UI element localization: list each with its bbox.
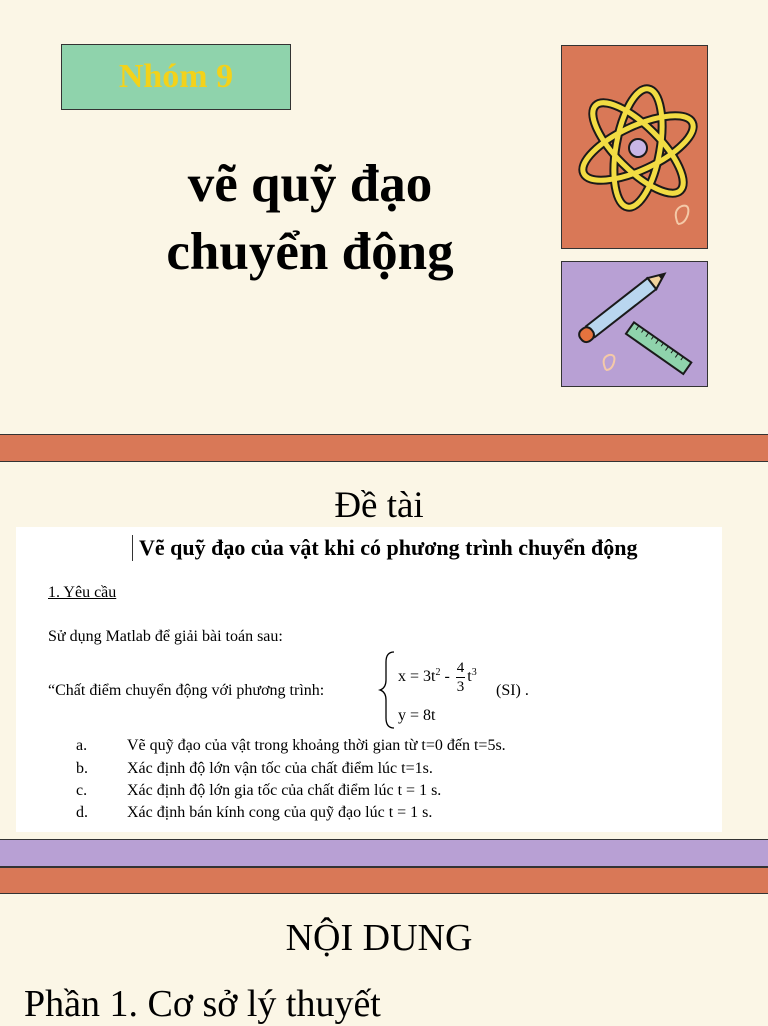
- atom-icon: [562, 46, 706, 247]
- equation-lead-text: “Chất điểm chuyển động với phương trình:: [48, 682, 325, 699]
- pencil-card: [561, 261, 708, 387]
- requirement-text: Sử dụng Matlab để giải bài toán sau:: [48, 628, 283, 645]
- task-text: Vẽ quỹ đạo của vật trong khoảng thời gian từ t=0 đến t=5s.: [127, 737, 506, 754]
- equation-minus: -: [444, 668, 450, 686]
- task-text: Xác định độ lớn gia tốc của chất điểm lúc t = 1 s.: [127, 782, 442, 799]
- atom-card: [561, 45, 708, 249]
- document-panel: [16, 527, 722, 832]
- pencil-ruler-icon: [562, 262, 706, 385]
- divider-band-purple: [0, 839, 768, 867]
- equation-x-cube: 3: [471, 666, 477, 678]
- task-letter: a.: [76, 737, 88, 754]
- equation-brace: [378, 650, 398, 730]
- task-letter: d.: [76, 804, 88, 821]
- divider-band-orange: [0, 434, 768, 462]
- task-text: Xác định bán kính cong của quỹ đạo lúc t = 1 s.: [127, 804, 433, 821]
- equation-y: y = 8t: [398, 707, 436, 724]
- equation-x: [398, 659, 477, 696]
- divider-band-orange-2: [0, 867, 768, 894]
- group-label: Nhóm 9: [118, 58, 234, 95]
- part-heading: Phần 1. Cơ sở lý thuyết: [24, 983, 381, 1025]
- slide-title-line-1: vẽ quỹ đạo: [187, 155, 433, 213]
- fraction-denominator: 3: [456, 679, 465, 695]
- equation-unit: (SI) .: [496, 682, 529, 699]
- equation-fraction: [456, 659, 466, 696]
- task-text: Xác định độ lớn vận tốc của chất điểm lúc t=1s.: [127, 760, 433, 777]
- requirement-heading: 1. Yêu cầu: [48, 584, 117, 601]
- group-label-box: [61, 44, 291, 110]
- fraction-numerator: 4: [456, 660, 465, 676]
- equation-x-t: t: [467, 668, 472, 686]
- document-title: Vẽ quỹ đạo của vật khi có phương trình chuyển động: [132, 535, 638, 561]
- content-heading: NỘI DUNG: [285, 917, 473, 959]
- task-letter: c.: [76, 782, 88, 799]
- slide-title: [110, 150, 510, 286]
- topic-heading: Đề tài: [334, 485, 424, 526]
- equation-x-square: 2: [435, 666, 441, 678]
- task-letter: b.: [76, 760, 88, 777]
- equation-x-left: x = 3t: [398, 668, 436, 686]
- slide-title-line-2: chuyển động: [166, 223, 454, 281]
